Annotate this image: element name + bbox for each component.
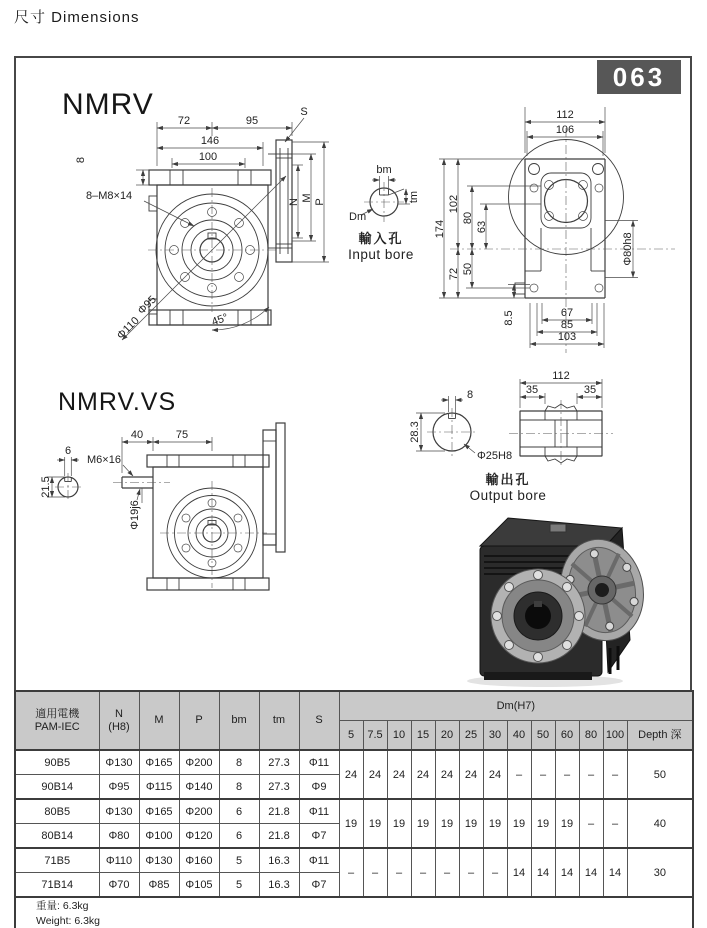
cell-dm: – xyxy=(459,848,483,897)
model-title-nmrv-vs: NMRV.VS xyxy=(58,388,177,416)
dim-phi95: Φ95 xyxy=(135,293,159,317)
weight-note-cn: 重量: 6.3kg xyxy=(36,900,89,913)
dm-size-50: 50 xyxy=(531,721,555,751)
col-header-s: S xyxy=(299,691,339,750)
cell-n: Φ130 xyxy=(99,799,139,824)
cell-bm: 6 xyxy=(219,824,259,849)
cell-s: Φ11 xyxy=(299,799,339,824)
bore-circle xyxy=(364,182,404,222)
dm-size-20: 20 xyxy=(435,721,459,751)
cell-dm: – xyxy=(411,848,435,897)
cell-bm: 8 xyxy=(219,750,259,775)
dim-100: 100 xyxy=(198,151,218,163)
dimension-lines xyxy=(47,437,212,503)
cell-n: Φ130 xyxy=(99,750,139,775)
cell-dm: – xyxy=(555,750,579,799)
cell-m: Φ85 xyxy=(139,873,179,898)
dim-8: 8 xyxy=(466,389,474,401)
output-bore-label-en: Output bore xyxy=(469,488,547,503)
cell-dm: 19 xyxy=(459,799,483,848)
dm-size-7-5: 7.5 xyxy=(363,721,387,751)
cell-pam: 71B5 xyxy=(15,848,99,873)
dim-p: P xyxy=(314,198,326,206)
cell-dm: 19 xyxy=(555,799,579,848)
cell-n: Φ110 xyxy=(99,848,139,873)
output-flange-ring xyxy=(491,569,585,663)
cell-dm: 24 xyxy=(339,750,363,799)
dimension-lines xyxy=(416,379,602,453)
cell-dm: – xyxy=(507,750,531,799)
col-header-n-tol: (H8) xyxy=(108,720,130,733)
cell-dm: – xyxy=(579,799,603,848)
dm-size-80: 80 xyxy=(579,721,603,751)
cell-dm: 24 xyxy=(411,750,435,799)
cell-dm: 14 xyxy=(531,848,555,897)
bore-dimensions xyxy=(361,176,410,215)
table-row xyxy=(15,750,693,775)
col-header-pam xyxy=(15,691,99,750)
dim-phi19j6: Φ19j6 xyxy=(129,500,141,530)
cell-depth: 40 xyxy=(627,799,693,848)
cell-s: Φ9 xyxy=(299,775,339,800)
cell-s: Φ7 xyxy=(299,873,339,898)
cell-tm: 21.8 xyxy=(259,799,299,824)
cell-tm: 16.3 xyxy=(259,873,299,898)
product-photo xyxy=(450,498,662,690)
dim-45deg: 45° xyxy=(210,311,230,329)
dim-6: 6 xyxy=(64,445,72,457)
output-flange-circles xyxy=(160,481,267,588)
dim-50: 50 xyxy=(462,262,474,276)
table-row xyxy=(15,848,693,873)
cell-s: Φ7 xyxy=(299,824,339,849)
cell-bm: 6 xyxy=(219,799,259,824)
col-header-m: M xyxy=(139,691,179,750)
cell-dm: 19 xyxy=(339,799,363,848)
cell-dm: – xyxy=(435,848,459,897)
cell-dm: 19 xyxy=(435,799,459,848)
dim-m: M xyxy=(301,193,313,203)
nmrv-front-view-drawing xyxy=(48,96,383,371)
cell-dm: 14 xyxy=(555,848,579,897)
dim-n: N xyxy=(288,198,300,206)
cell-depth: 50 xyxy=(627,750,693,799)
dim-72: 72 xyxy=(177,115,191,127)
dimension-table xyxy=(14,690,694,928)
cell-p: Φ160 xyxy=(179,848,219,873)
dm-size-15: 15 xyxy=(411,721,435,751)
size-badge: 063 xyxy=(597,60,681,94)
dm-size-40: 40 xyxy=(507,721,531,751)
cell-pam: 80B14 xyxy=(15,824,99,849)
dm-size-10: 10 xyxy=(387,721,411,751)
col-header-pam-cn: 適用電機 xyxy=(35,707,80,720)
dim-112: 112 xyxy=(556,109,574,121)
dim-28-3: 28.3 xyxy=(409,421,421,443)
cell-dm: 24 xyxy=(435,750,459,799)
cell-n: Φ95 xyxy=(99,775,139,800)
col-header-n xyxy=(99,691,139,750)
cell-p: Φ120 xyxy=(179,824,219,849)
cell-dm: 24 xyxy=(483,750,507,799)
cell-depth: 30 xyxy=(627,848,693,897)
cell-bm: 5 xyxy=(219,848,259,873)
dim-35-right: 35 xyxy=(583,384,597,396)
dim-75: 75 xyxy=(175,429,189,441)
cell-p: Φ105 xyxy=(179,873,219,898)
cell-tm: 27.3 xyxy=(259,750,299,775)
input-bore-label-en: Input bore xyxy=(348,247,414,262)
cell-dm: 24 xyxy=(387,750,411,799)
cell-m: Φ100 xyxy=(139,824,179,849)
dim-dm: Dm xyxy=(349,211,367,223)
cell-dm: – xyxy=(483,848,507,897)
dim-s: S xyxy=(300,106,308,118)
cell-p: Φ200 xyxy=(179,799,219,824)
dim-phi80h8: Φ80h8 xyxy=(622,232,634,266)
dimension-lines xyxy=(439,107,638,348)
cell-n: Φ80 xyxy=(99,824,139,849)
dim-72: 72 xyxy=(448,267,460,281)
cell-pam: 90B5 xyxy=(15,750,99,775)
dm-size-5: 5 xyxy=(339,721,363,751)
dim-tm: tm xyxy=(408,190,420,204)
dim-40: 40 xyxy=(130,429,144,441)
dim-102: 102 xyxy=(448,194,460,214)
cell-dm: – xyxy=(603,750,627,799)
cell-bm: 8 xyxy=(219,775,259,800)
dim-phi25h8: Φ25H8 xyxy=(477,450,513,462)
cell-dm: 24 xyxy=(363,750,387,799)
cell-tm: 21.8 xyxy=(259,824,299,849)
bolt-note: 8–M8×14 xyxy=(86,190,133,202)
cell-dm: 19 xyxy=(387,799,411,848)
housing-outline xyxy=(149,170,271,325)
input-bore-label-cn: 輸入孔 xyxy=(358,231,404,246)
col-header-p: P xyxy=(179,691,219,750)
col-header-depth: Depth 深 xyxy=(627,721,693,751)
cell-p: Φ200 xyxy=(179,750,219,775)
cell-m: Φ165 xyxy=(139,799,179,824)
cell-dm: 19 xyxy=(483,799,507,848)
cell-dm: 19 xyxy=(363,799,387,848)
dim-63: 63 xyxy=(476,220,488,234)
dim-8: 8 xyxy=(75,156,87,164)
cell-m: Φ130 xyxy=(139,848,179,873)
cell-dm: 19 xyxy=(507,799,531,848)
weight-note-en: Weight: 6.3kg xyxy=(36,915,101,927)
cell-dm: 14 xyxy=(507,848,531,897)
dim-85: 85 xyxy=(560,319,574,331)
dim-21-5: 21.5 xyxy=(40,476,52,498)
cell-s: Φ11 xyxy=(299,848,339,873)
dim-146: 146 xyxy=(200,135,220,147)
col-header-dm: Dm(H7) xyxy=(339,691,693,721)
dim-phi110: Φ110 xyxy=(114,314,142,342)
col-header-bm: bm xyxy=(219,691,259,750)
dim-35-left: 35 xyxy=(525,384,539,396)
dm-size-60: 60 xyxy=(555,721,579,751)
dim-80: 80 xyxy=(462,211,474,225)
cell-dm: – xyxy=(603,799,627,848)
weight-note-row xyxy=(15,897,693,928)
col-header-tm: tm xyxy=(259,691,299,750)
dim-112: 112 xyxy=(552,370,570,382)
hollow-shaft-section xyxy=(509,400,613,467)
col-header-pam-en: PAM-IEC xyxy=(34,720,80,733)
cell-dm: – xyxy=(531,750,555,799)
cell-bm: 5 xyxy=(219,873,259,898)
dm-size-100: 100 xyxy=(603,721,627,751)
cell-pam: 90B14 xyxy=(15,775,99,800)
cell-tm: 27.3 xyxy=(259,775,299,800)
dm-size-25: 25 xyxy=(459,721,483,751)
input-flange-plates xyxy=(263,423,285,552)
dim-95: 95 xyxy=(245,115,259,127)
output-bore-label-cn: 輸出孔 xyxy=(485,472,531,487)
cell-dm: – xyxy=(579,750,603,799)
dm-size-30: 30 xyxy=(483,721,507,751)
dim-106: 106 xyxy=(555,124,575,136)
cell-n: Φ70 xyxy=(99,873,139,898)
cell-dm: – xyxy=(387,848,411,897)
cell-tm: 16.3 xyxy=(259,848,299,873)
page-title: 尺寸 Dimensions xyxy=(14,9,140,26)
cell-pam: 71B14 xyxy=(15,873,99,898)
cell-pam: 80B5 xyxy=(15,799,99,824)
nmrv-vs-view-drawing xyxy=(35,385,355,655)
cell-dm: – xyxy=(363,848,387,897)
cell-dm: 24 xyxy=(459,750,483,799)
cell-s: Φ11 xyxy=(299,750,339,775)
cell-p: Φ140 xyxy=(179,775,219,800)
table-row xyxy=(15,799,693,824)
output-bore-detail-drawing xyxy=(405,370,655,510)
cell-dm: 14 xyxy=(603,848,627,897)
dim-67: 67 xyxy=(560,307,574,319)
cell-m: Φ165 xyxy=(139,750,179,775)
cell-dm: – xyxy=(339,848,363,897)
cell-m: Φ115 xyxy=(139,775,179,800)
weight-note-cell xyxy=(15,897,693,928)
thread-note: M6×16 xyxy=(87,454,121,466)
cell-dm: 19 xyxy=(411,799,435,848)
cell-dm: 14 xyxy=(579,848,603,897)
dim-8-5: 8.5 xyxy=(503,310,515,326)
dim-174: 174 xyxy=(434,219,446,239)
dim-103: 103 xyxy=(557,331,577,343)
col-header-n-sym: N xyxy=(115,707,123,720)
model-title-nmrv: NMRV xyxy=(62,88,154,121)
rear-view-drawing xyxy=(430,98,707,368)
dim-bm: bm xyxy=(376,164,392,176)
cell-dm: 19 xyxy=(531,799,555,848)
table-header-row xyxy=(15,691,693,721)
